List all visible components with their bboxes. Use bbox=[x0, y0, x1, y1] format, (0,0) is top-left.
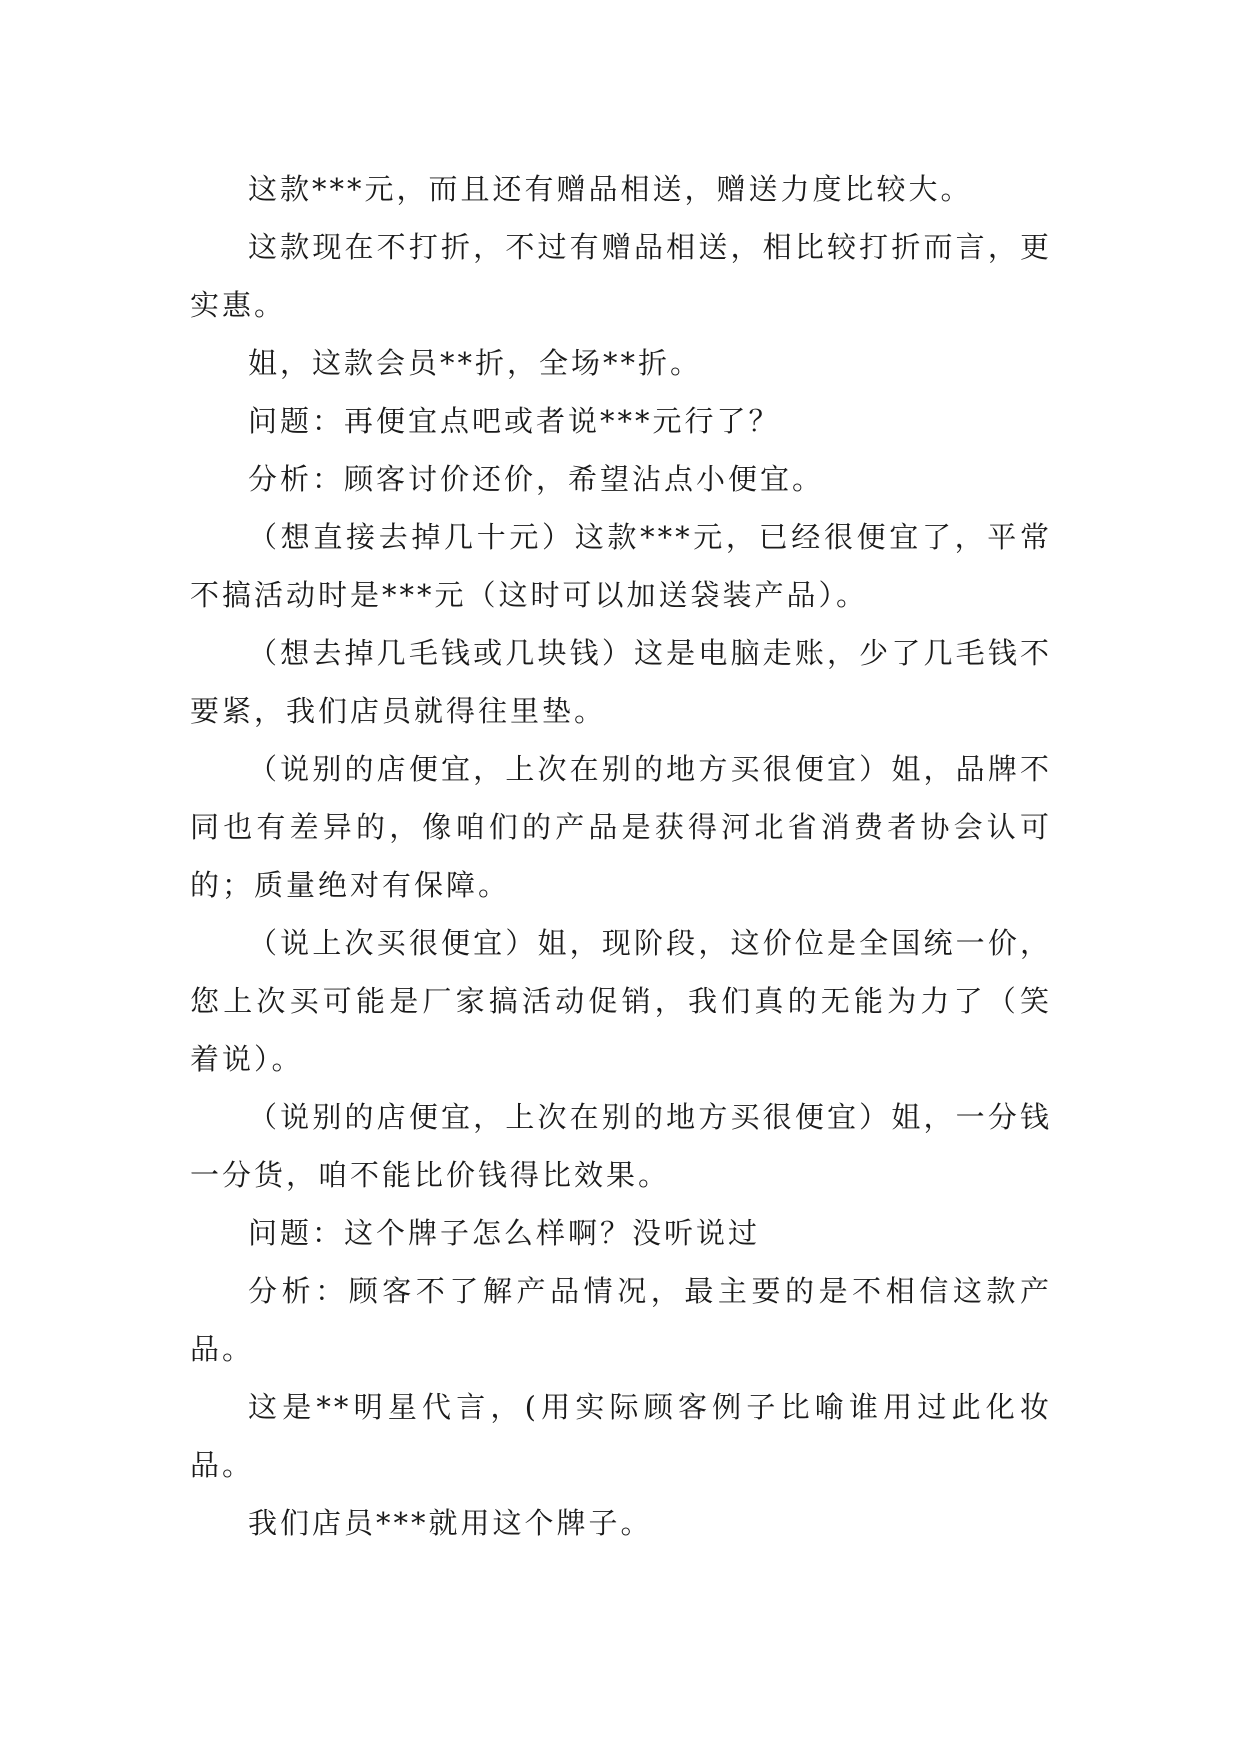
paragraph: （说别的店便宜，上次在别的地方买很便宜）姐，一分钱一分货，咱不能比价钱得比效果。 bbox=[190, 1100, 1052, 1192]
document-body bbox=[190, 160, 1052, 1552]
paragraph: 问题：这个牌子怎么样啊？没听说过 bbox=[248, 1216, 761, 1250]
paragraph: 姐，这款会员**折，全场**折。 bbox=[248, 346, 703, 380]
paragraph: （想去掉几毛钱或几块钱）这是电脑走账，少了几毛钱不要紧，我们店员就得往里垫。 bbox=[190, 636, 1052, 728]
paragraph: （说别的店便宜，上次在别的地方买很便宜）姐，品牌不同也有差异的，像咱们的产品是获得河北省消费者协会认可的；质量绝对有保障。 bbox=[190, 752, 1052, 902]
paragraph: （说上次买很便宜）姐，现阶段，这价位是全国统一价，您上次买可能是厂家搞活动促销，我们真的无能为力了（笑着说）。 bbox=[190, 926, 1052, 1076]
paragraph: 这是**明星代言，(用实际顾客例子比喻谁用过此化妆品。 bbox=[190, 1390, 1052, 1482]
paragraph: 这款***元，而且还有赠品相送，赠送力度比较大。 bbox=[248, 172, 973, 206]
paragraph: 我们店员***就用这个牌子。 bbox=[248, 1506, 653, 1540]
paragraph: 这款现在不打折，不过有赠品相送，相比较打折而言，更实惠。 bbox=[190, 230, 1052, 322]
paragraph: （想直接去掉几十元）这款***元，已经很便宜了，平常不搞活动时是***元（这时可以加送袋装产品）。 bbox=[190, 520, 1052, 612]
paragraph: 分析：顾客讨价还价，希望沾点小便宜。 bbox=[248, 462, 825, 496]
paragraph: 分析：顾客不了解产品情况，最主要的是不相信这款产品。 bbox=[190, 1274, 1052, 1366]
paragraph: 问题：再便宜点吧或者说***元行了？ bbox=[248, 404, 781, 438]
